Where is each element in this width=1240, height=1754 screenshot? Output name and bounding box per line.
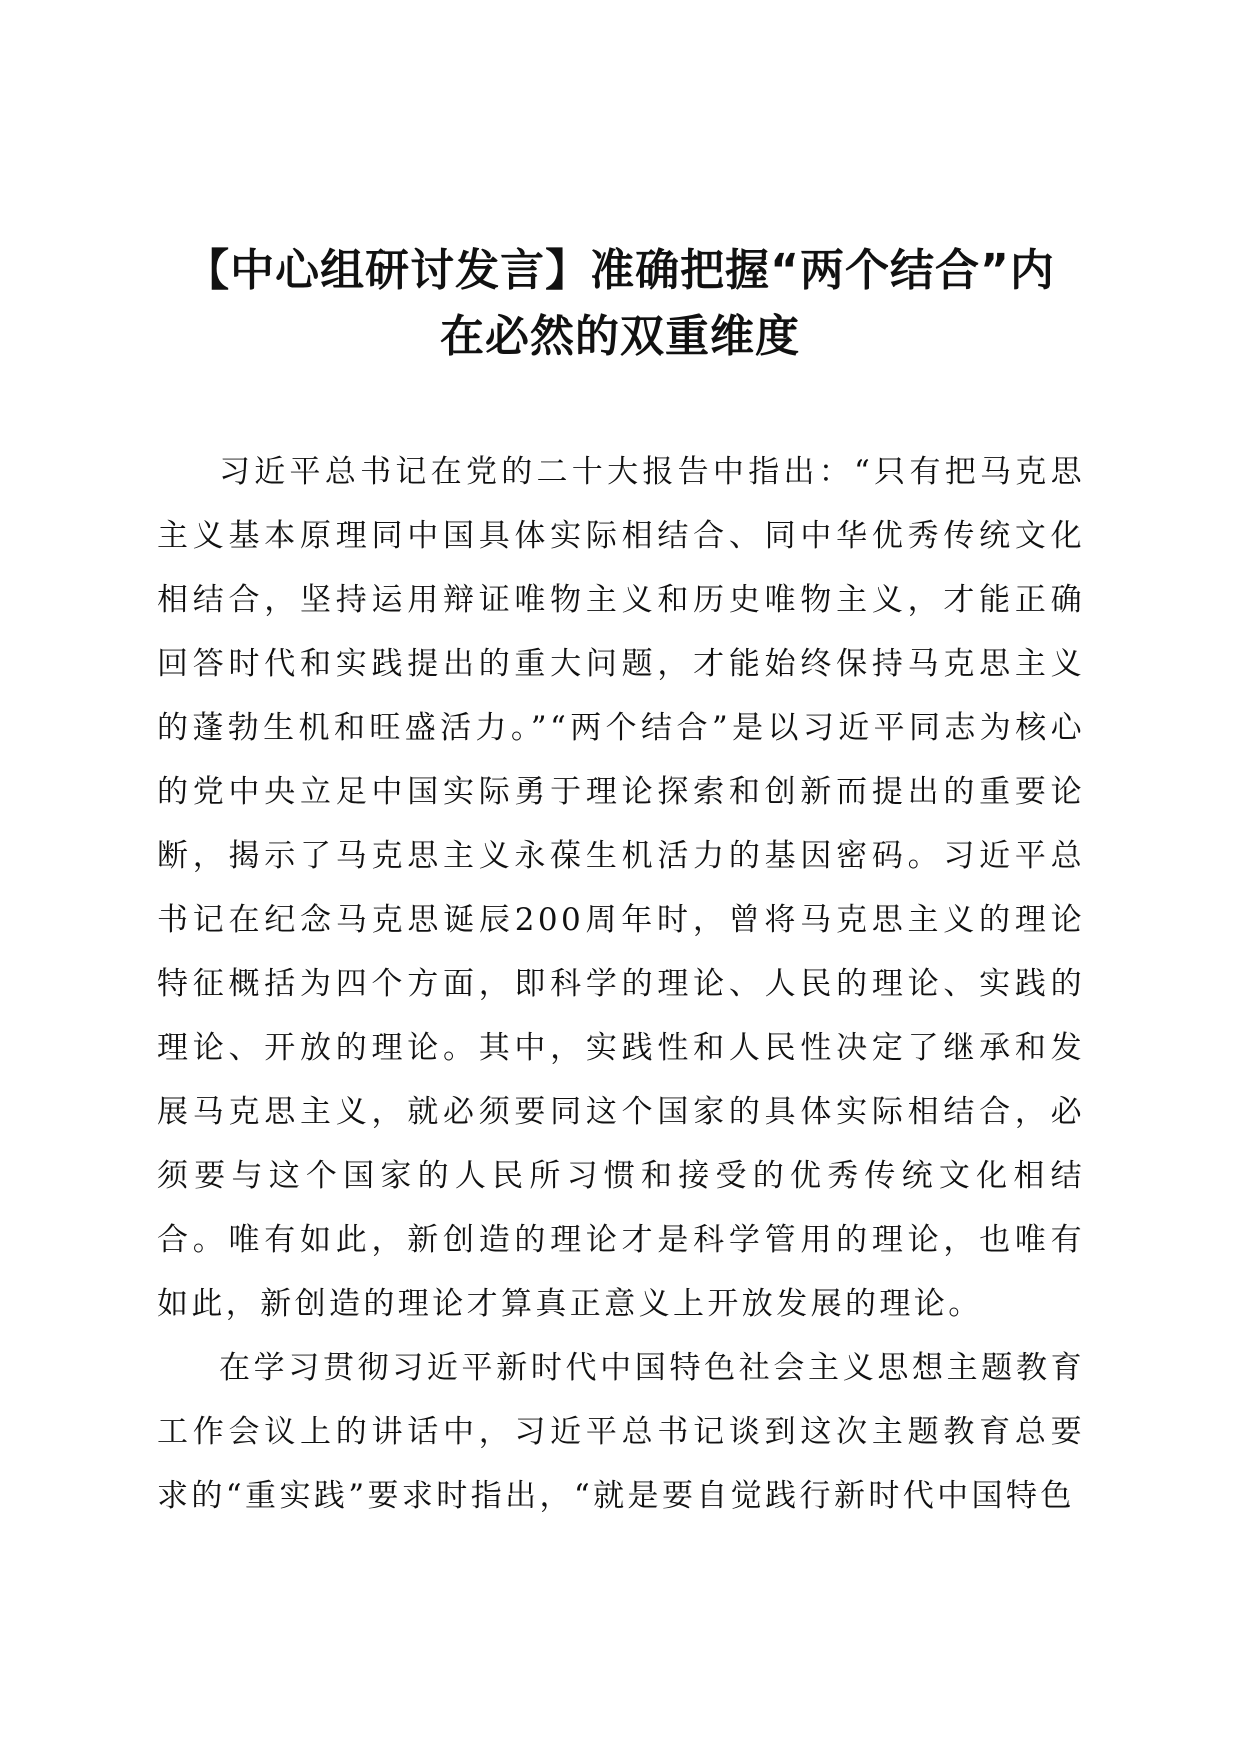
document-body bbox=[157, 440, 1085, 1528]
title-line-1: 【中心组研讨发言】准确把握“两个结合”内 bbox=[185, 245, 1055, 296]
title-line-2: 在必然的双重维度 bbox=[440, 311, 800, 362]
document-title bbox=[150, 238, 1090, 370]
body-paragraph-1: 习近平总书记在党的二十大报告中指出：“只有把马克思主义基本原理同中国具体实际相结合、同中华优秀传统文化相结合，坚持运用辩证唯物主义和历史唯物主义，才能正确回答时代和实践提出的重大问题，才能始终保持马克思主义的蓬勃生机和旺盛活力。”“两个结合”是以习近平同志为核心的党中央立足中国实际勇于理论探索和创新而提出的重要论断，揭示了马克思主义永葆生机活力的基因密码。习近平总书记在纪念马克思诞辰200周年时，曾将马克思主义的理论特征概括为四个方面，即科学的理论、人民的理论、实践的理论、开放的理论。其中，实践性和人民性决定了继承和发展马克思主义，就必须要同这个国家的具体实际相结合，必须要与这个国家的人民所习惯和接受的优秀传统文化相结合。唯有如此，新创造的理论才是科学管用的理论，也唯有如此，新创造的理论才算真正意义上开放发展的理论。 bbox=[157, 454, 1085, 1322]
body-paragraph-2: 在学习贯彻习近平新时代中国特色社会主义思想主题教育工作会议上的讲话中，习近平总书记谈到这次主题教育总要求的“重实践”要求时指出，“就是要自觉践行新时代中国特色 bbox=[157, 1350, 1085, 1514]
